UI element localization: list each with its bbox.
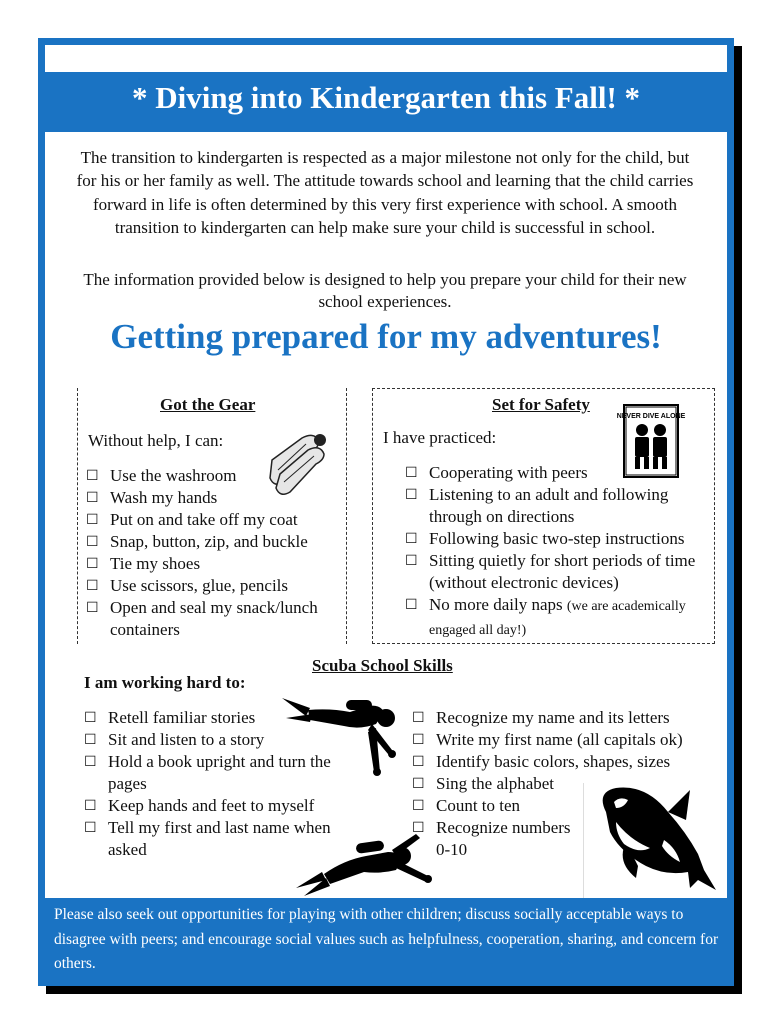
list-item: ☐ Listening to an adult and following through on directions — [405, 484, 705, 528]
list-item: ☐ Open and seal my snack/lunch containers — [86, 597, 336, 641]
list-item: ☐ Recognize numbers 0-10 — [412, 817, 582, 861]
list-item: ☐ Write my first name (all capitals ok) — [412, 729, 712, 751]
sign-text: NEVER DIVE ALONE — [616, 413, 686, 420]
diver-icon — [296, 826, 436, 896]
orca-icon — [586, 782, 726, 898]
list-item: ☐ Put on and take off my coat — [86, 509, 336, 531]
section-heading: Getting prepared for my adventures! — [110, 317, 662, 356]
list-item: ☐ Tell my first and last name when asked — [84, 817, 349, 861]
top-strip — [45, 45, 727, 72]
list-item: ☐ Tie my shoes — [86, 553, 336, 575]
list-item: ☐ Use scissors, glue, pencils — [86, 575, 336, 597]
footer-text: Please also seek out opportunities for playing with other children; discuss socially acceptable ways to disagree with peers; and encourage social values such as helpfulness, cooperation, sharing, and concern for others. — [54, 906, 719, 972]
list-item: ☐ Keep hands and feet to myself — [84, 795, 349, 817]
list-item: ☐ Following basic two-step instructions — [405, 528, 705, 550]
list-item: ☐ Snap, button, zip, and buckle — [86, 531, 336, 553]
list-item: ☐ Use the washroom — [86, 465, 336, 487]
safety-title: Set for Safety — [492, 395, 590, 414]
list-item — [405, 594, 705, 642]
nap-item: No more daily naps — [429, 595, 563, 614]
list-item: ☐ Cooperating with peers — [405, 462, 705, 484]
list-item: ☐ Recognize my name and its letters — [412, 707, 712, 729]
list-item: ☐ Identify basic colors, shapes, sizes — [412, 751, 712, 773]
diver-icon — [280, 690, 410, 776]
list-item: ☐ Retell familiar stories — [84, 707, 349, 729]
safety-list — [405, 462, 705, 642]
list-item: ☐ Wash my hands — [86, 487, 336, 509]
nap-note: (we are academically engaged all day!) — [429, 599, 686, 638]
skills-title: Scuba School Skills — [312, 656, 453, 675]
page-title: * Diving into Kindergarten this Fall! * — [131, 80, 641, 115]
list-item: ☐ Hold a book upright and turn the pages — [84, 751, 349, 795]
intro-paragraph-2: The information provided below is designed to help you prepare your child for their new school experiences. — [83, 270, 687, 311]
list-item: ☐ Count to ten — [412, 795, 712, 817]
fins-icon — [262, 430, 332, 502]
divider — [583, 783, 584, 898]
gear-title: Got the Gear — [160, 395, 256, 414]
gear-lead: Without help, I can: — [88, 431, 224, 450]
working-lead: I am working hard to: — [84, 673, 246, 692]
safety-lead: I have practiced: — [383, 428, 497, 447]
intro-paragraph: The transition to kindergarten is respected as a major milestone not only for the child, but for his or her family as well. The attitude towards school and learning that the child carries forward in life is often determined by this very first experience with school. A smooth transition to kindergarten can help make sure your child is successful in school. — [76, 148, 694, 238]
list-item: ☐ Sing the alphabet — [412, 773, 712, 795]
list-item: ☐ Sitting quietly for short periods of time (without electronic devices) — [405, 550, 705, 594]
list-item: ☐ Sit and listen to a story — [84, 729, 349, 751]
